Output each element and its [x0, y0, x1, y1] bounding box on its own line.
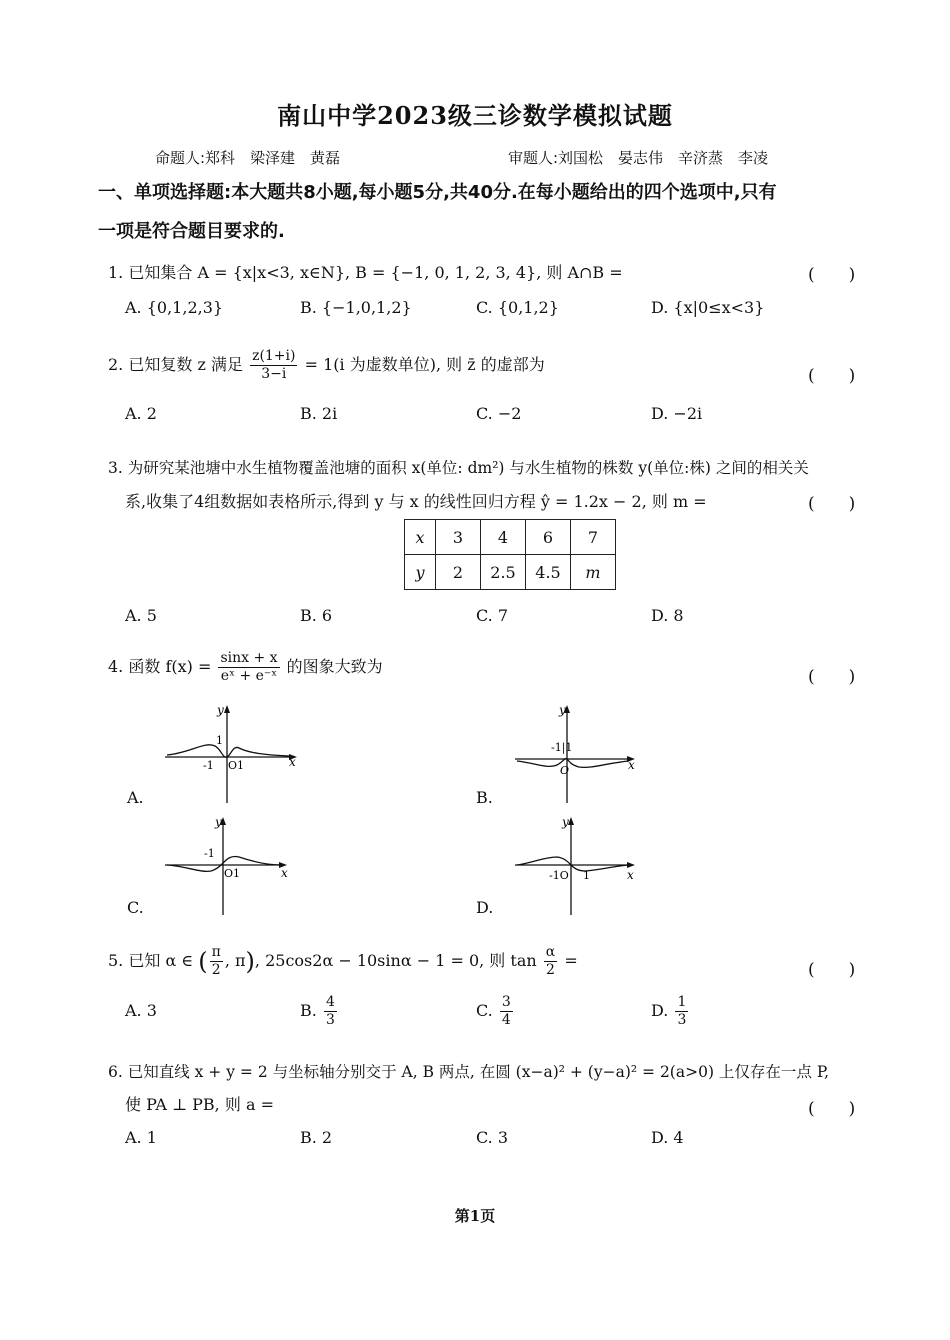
- q2-option-b: B. 2i: [300, 404, 338, 423]
- graph-c-tick-neg1: -1: [204, 847, 215, 860]
- q5-c-num: 3: [501, 994, 511, 1010]
- section-heading-line1: 一、单项选择题:本大题共8小题,每小题5分,共40分.在每小题给出的四个选项中,只有: [98, 182, 777, 203]
- q5-alpha-den: 2: [546, 962, 555, 978]
- q5-b-den: 3: [325, 1012, 335, 1028]
- table-cell: 4: [481, 520, 526, 555]
- table-cell: 3: [436, 520, 481, 555]
- setters-line: 命题人:郑科 梁泽建 黄磊: [155, 149, 341, 167]
- q2-frac-den: 3−i: [261, 366, 287, 382]
- q4-option-c: C.: [127, 898, 144, 917]
- q1-option-a: A. {0,1,2,3}: [125, 298, 224, 317]
- q6-option-d: D. 4: [651, 1128, 684, 1147]
- graph-c: [165, 815, 305, 915]
- question-2-text: [108, 348, 545, 383]
- q6-option-b: B. 2: [300, 1128, 333, 1147]
- q4-frac-den: eˣ + e⁻ˣ: [220, 668, 278, 684]
- q3-option-c: C. 7: [476, 606, 509, 625]
- graph-a: [165, 703, 305, 803]
- q5-alpha-fraction: [544, 944, 557, 979]
- q4-option-a: A.: [127, 788, 144, 807]
- q5-prefix: 5. 已知 α ∈: [108, 951, 194, 970]
- table-cell: 7: [571, 520, 616, 555]
- table-row-x: [405, 520, 616, 555]
- q5-option-c-label: C.: [476, 1001, 493, 1020]
- graph-b-origin: O: [560, 764, 570, 777]
- q3-option-a: A. 5: [125, 606, 157, 625]
- q5-pi-fraction: [210, 944, 223, 979]
- reviewers-line: 审题人:刘国松 晏志伟 辛济蒸 李凌: [508, 149, 769, 167]
- section-heading-line2: 一项是符合题目要求的.: [98, 221, 285, 242]
- table-cell: 2.5: [481, 555, 526, 590]
- q4-frac-num: sinx + x: [220, 650, 278, 666]
- q2-option-c: C. −2: [476, 404, 522, 423]
- q2-option-a: A. 2: [125, 404, 157, 423]
- q2-option-d: D. −2i: [651, 404, 703, 423]
- q3-option-d: D. 8: [651, 606, 684, 625]
- question-3-text-line2: 系,收集了4组数据如表格所示,得到 y 与 x 的线性回归方程 ŷ = 1.2x − 2, 则 m =: [125, 492, 707, 511]
- table-cell: m: [571, 555, 616, 590]
- table-cell: 6: [526, 520, 571, 555]
- q4-option-b: B.: [476, 788, 493, 807]
- q5-option-c: [476, 994, 515, 1029]
- q4-suffix: 的图象大致为: [286, 657, 383, 676]
- answer-paren-q2: ( ): [808, 366, 856, 386]
- graph-b-ticks: -1|1: [551, 741, 573, 754]
- graph-a-tick-1: 1: [216, 734, 223, 747]
- q5-option-b-fraction: [324, 994, 337, 1029]
- question-4-text: [108, 650, 383, 685]
- q1-option-b: B. {−1,0,1,2}: [300, 298, 412, 317]
- table-row-y: [405, 555, 616, 590]
- question-6-text-line1: 6. 已知直线 x + y = 2 与坐标轴分别交于 A, B 两点, 在圆 (x−a)² + (y−a)² = 2(a>0) 上仅存在一点 P,: [108, 1063, 830, 1081]
- q4-fraction: [218, 650, 279, 685]
- answer-paren-q6: ( ): [808, 1099, 856, 1119]
- q5-b-num: 4: [325, 994, 335, 1010]
- q3-option-b: B. 6: [300, 606, 333, 625]
- question-3-text-line1: 3. 为研究某池塘中水生植物覆盖池塘的面积 x(单位: dm²) 与水生植物的株数 y(单位:株) 之间的相关关: [108, 459, 809, 477]
- graph-a-y-label: y: [217, 703, 224, 717]
- graph-b-y-label: y: [559, 703, 566, 717]
- q5-option-a: A. 3: [125, 1001, 157, 1020]
- q2-prefix: 2. 已知复数 z 满足: [108, 355, 243, 374]
- q5-alpha-num: α: [545, 944, 556, 960]
- q5-option-c-fraction: [500, 994, 513, 1029]
- answer-paren-q3: ( ): [808, 494, 856, 514]
- q6-option-a: A. 1: [125, 1128, 157, 1147]
- graph-d: [515, 815, 645, 915]
- q4-option-d: D.: [476, 898, 494, 917]
- q4-prefix: 4. 函数 f(x) =: [108, 657, 212, 676]
- q2-suffix: = 1(i 为虚数单位), 则 z̄ 的虚部为: [304, 355, 545, 374]
- q5-mid: 25cos2α − 10sinα − 1 = 0, 则 tan: [265, 951, 537, 970]
- q5-d-den: 3: [677, 1012, 687, 1028]
- graph-b: [515, 703, 645, 803]
- q5-pi-den: 2: [211, 962, 221, 978]
- q2-fraction: [250, 348, 297, 383]
- graph-a-tick-o1: O1: [228, 759, 245, 772]
- q5-suffix: =: [564, 951, 578, 970]
- q5-option-b-label: B.: [300, 1001, 317, 1020]
- graph-c-tick-o1: O1: [224, 867, 241, 880]
- table-cell: 2: [436, 555, 481, 590]
- q1-option-d: D. {x|0≤x<3}: [651, 298, 765, 317]
- graph-b-x-label: x: [628, 758, 635, 772]
- graph-d-tick-1: 1: [583, 869, 590, 882]
- q5-option-d-fraction: [675, 994, 688, 1029]
- graph-d-y-label: y: [562, 815, 569, 829]
- graph-d-tick-neg10: -1O: [549, 869, 569, 882]
- q5-d-num: 1: [677, 994, 687, 1010]
- q5-option-b: [300, 994, 339, 1029]
- graph-c-x-label: x: [281, 866, 288, 880]
- q2-frac-num: z(1+i): [252, 348, 296, 364]
- graph-a-tick-neg1: -1: [203, 759, 214, 772]
- question-6-text-line2: 使 PA ⊥ PB, 则 a =: [125, 1095, 274, 1114]
- table-cell: 4.5: [526, 555, 571, 590]
- q5-c-den: 4: [501, 1012, 511, 1028]
- exam-title: 南山中学2023级三诊数学模拟试题: [277, 101, 673, 130]
- graph-a-x-label: x: [289, 755, 296, 769]
- q1-option-c: C. {0,1,2}: [476, 298, 559, 317]
- table-cell: y: [405, 555, 436, 590]
- table-cell: x: [405, 520, 436, 555]
- graph-d-x-label: x: [627, 868, 634, 882]
- question-5-text: 5. 已知 α ∈ ( $\frac{\pi}{2}$ , π), 25cos2α − 10sinα − 1 = 0, 则 tan $\frac{\alpha}{2}$ =: [108, 944, 578, 978]
- answer-paren-q5: ( ): [808, 960, 856, 980]
- page-number: 第1页: [454, 1207, 496, 1225]
- q3-data-table: [404, 519, 616, 590]
- answer-paren-q4: ( ): [808, 667, 856, 687]
- q6-option-c: C. 3: [476, 1128, 509, 1147]
- graph-c-y-label: y: [215, 815, 222, 829]
- question-1-text: 1. 已知集合 A = {x|x<3, x∈N}, B = {−1, 0, 1, 2, 3, 4}, 则 A∩B =: [108, 263, 623, 282]
- q5-option-d: [651, 994, 690, 1029]
- answer-paren-q1: ( ): [808, 265, 856, 285]
- q5-pi-num: π: [211, 944, 221, 960]
- q5-option-d-label: D.: [651, 1001, 669, 1020]
